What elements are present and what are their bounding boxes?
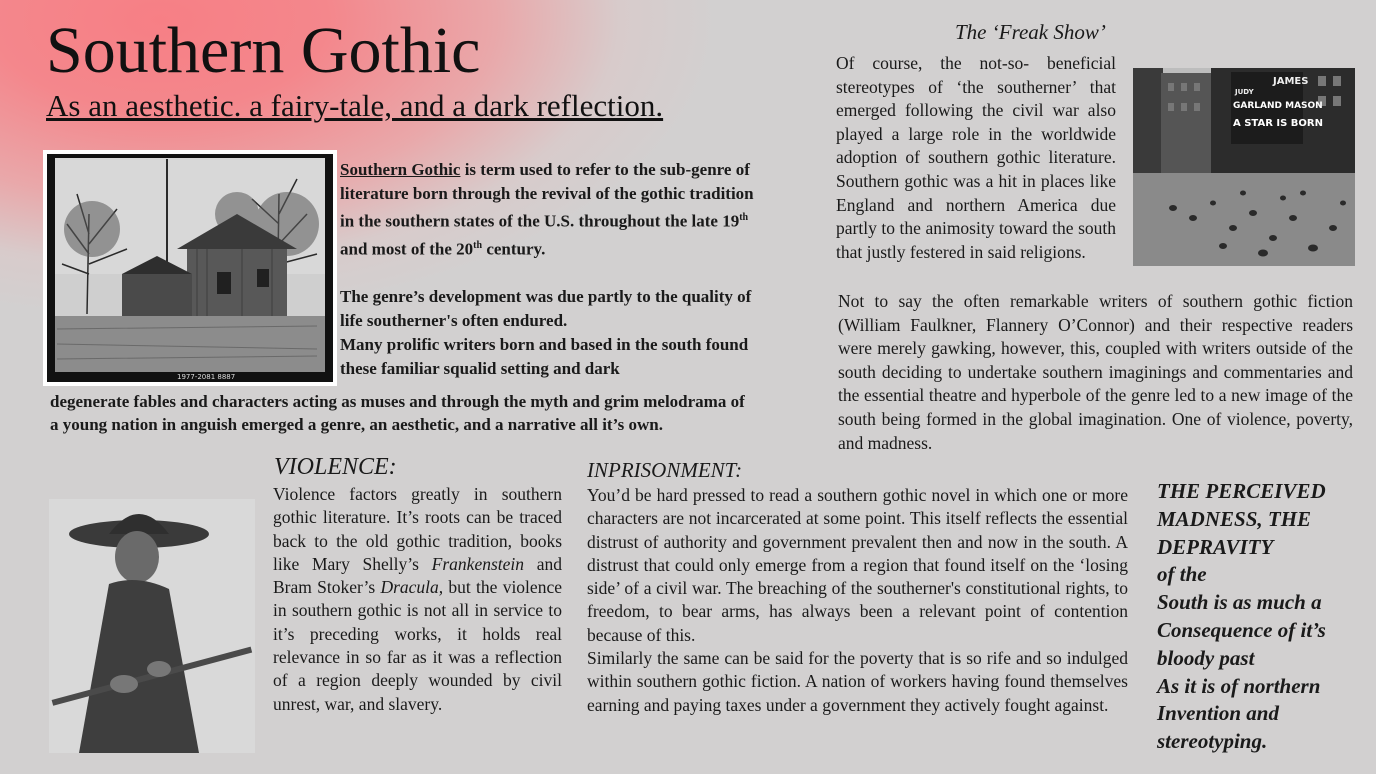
imprisonment-p2: Similarly the same can be said for the poverty that is so rife and so indulged within southern gothic fiction. A nation of workers having found themselves earning and paying taxes under a government they actively fought against. [587,648,1128,715]
quote-line: of the [1157,562,1207,587]
quote-line: bloody past [1157,645,1255,670]
book-frankenstein: Frankenstein [431,553,525,574]
page-subtitle: As an aesthetic. a fairy-tale, and a dark reflection. [46,88,664,123]
quote-line: THE PERCEIVED [1157,479,1326,503]
house-image [47,154,333,382]
intro-p1-b: and most of the 20 [340,239,474,259]
intro-p2: The genre’s development was due partly to the quality of life southerner's often endured. [340,287,752,331]
violence-t2: and Bram Stoker’s [273,553,562,598]
house-photo [43,150,337,386]
violence-t3: but the violence in southern gothic is not all in service to it’s preceding works, it holds real relevance in so far as it was a reflection of a region deeply wounded by civil unrest, war, and slavery. [273,577,562,714]
pull-quote [1157,478,1367,756]
man-image [49,499,255,753]
quote-line: South is as much a [1157,590,1322,615]
term-link: Southern Gothic [340,160,461,179]
violence-text [273,483,562,716]
street-image [1133,68,1355,266]
sign-line2: GARLAND MASON [1233,101,1323,111]
intro-p1-c: century. [482,239,546,259]
page-title: Southern Gothic [46,14,481,87]
intro-sup1: th [739,212,749,223]
quote-line: Invention and [1157,701,1279,726]
man-photo [49,499,255,753]
freak-show-p1: Of course, the not-so- beneficial stereotypes of ‘the southerner’ that emerged following the civil war also played a large role in the worldwide adoption of southern gothic literature. Southern gothic was a hit in places like England and northern America due partly to the animosity toward the south that justly festered in said religions. [836,53,1116,262]
quote-line: As it is of northern [1157,673,1321,698]
intro-sup2: th [473,239,483,251]
violence-heading: VIOLENCE: [274,454,397,480]
imprisonment-p1: You’d be hard pressed to read a southern gothic novel in which one or more characters are not incarcerated at some point. This itself reflects the essential distrust of authority and government prevalent then and now in the south. A distrust that could only emerge from a region that found itself on the ‘losing side’ of a civil war. The breaching of the southerner's constitutional rights, to freedom, to bear arms, has always been a relevant point of contention because of this. [587,485,1128,645]
intro-continuation: degenerate fables and characters acting as muses and through the myth and grim melodrama of a young nation in anguish emerged a genre, an aesthetic, and a narrative all it’s own. [50,392,745,434]
intro-p3: Many prolific writers born and based in the south found these familiar squalid setting and dark [340,335,749,379]
book-dracula: Dracula, [380,577,444,598]
freak-show-p2: Not to say the often remarkable writers of southern gothic fiction (William Faulkner, Flannery O’Connor) and their respective readers were merely gawking, however, this, coupled with writers outside of the south deciding to undertake southern imaginings and commentaries and the essential theatre and hyperbole of the genre led to a new image of the south being formed in the global imagination. One of violence, poverty, and madness. [838,291,1353,453]
street-photo [1133,68,1355,266]
sign-line3: A STAR IS BORN [1233,118,1323,129]
quote-line: stereotyping. [1157,729,1268,754]
violence-t1: Violence factors greatly in southern gothic literature. It’s roots can be traced back to the old gothic tradition, books like Mary Shelly’s [273,484,562,574]
house-photo-caption: 1977-2081 8887 [177,373,236,381]
quote-line: MADNESS, THE [1157,506,1312,531]
imprisonment-text [587,484,1128,717]
quote-line: Consequence of it’s [1157,617,1326,642]
sign-line1: JUDY [1235,88,1254,96]
imprisonment-heading: INPRISONMENT: [587,458,743,482]
freak-show-heading: The ‘Freak Show’ [955,20,1106,44]
quote-line: DEPRAVITY [1157,534,1274,559]
intro-text [340,158,754,381]
intro-p1-a: is term used to refer to the sub-genre of literature born through the revival of the gothic tradition in the southern states of the U.S. throughout the late 19 [340,160,754,231]
sign-line4: JAMES [1273,76,1309,87]
